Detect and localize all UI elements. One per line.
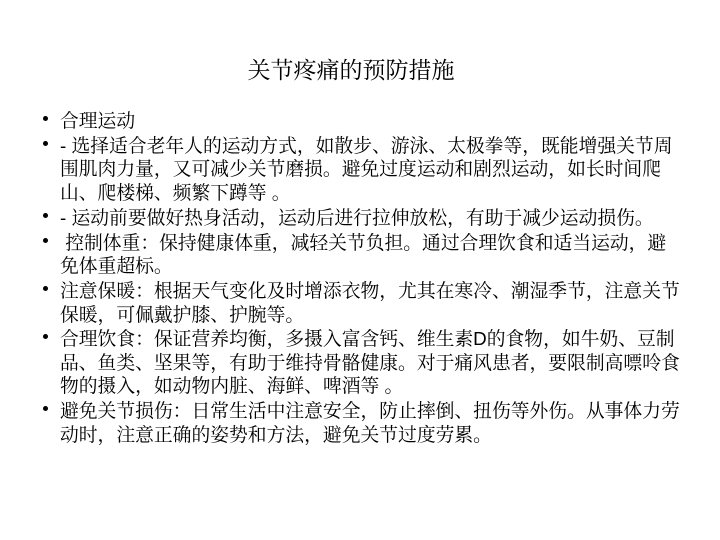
bullet-dot-icon <box>43 286 48 291</box>
bullet-text <box>60 206 710 230</box>
bullet-line: 保暖，可佩戴护膝、护腕等。 <box>60 303 305 325</box>
bullet-text <box>60 327 710 398</box>
bullet-item <box>0 399 712 446</box>
bullet-line: 山、爬楼梯、频繁下蹲等 。 <box>60 181 291 203</box>
bullet-item <box>0 109 712 133</box>
bullet-line: 避免关节损伤：日常生活中注意安全，防止摔倒、扭伤等外伤。从事体力劳 <box>60 400 680 422</box>
bullet-dot-icon <box>43 141 48 146</box>
bullet-line: 物的摄入，如动物内脏、海鲜、啤酒等 。 <box>60 375 404 397</box>
bullet-dot-icon <box>43 334 48 339</box>
bullet-line: 动时，注意正确的姿势和方法，避免关节过度劳累。 <box>60 423 492 445</box>
bullet-line: - 选择适合老年人的运动方式，如散步、游泳、太极拳等，既能增强关节周 <box>60 134 673 156</box>
bullet-line: 注意保暖：根据天气变化及时增添衣物，尤其在寒冷、潮湿季节，注意关节 <box>60 280 680 302</box>
bullet-dot-icon <box>43 213 48 218</box>
bullet-line: 品、鱼类、坚果等，有助于维持骨骼健康。对于痛风患者，要限制高嘌呤食 <box>60 351 680 373</box>
bullet-dot-icon <box>43 406 48 411</box>
bullet-item <box>0 327 712 398</box>
bullet-line: 围肌肉力量，又可减少关节磨损。避免过度运动和剧烈运动，如长时间爬 <box>60 158 661 180</box>
bullet-text <box>60 399 710 446</box>
bullet-line: 免体重超标。 <box>60 255 173 277</box>
bullet-item <box>0 231 712 278</box>
bullet-text <box>60 109 710 133</box>
bullet-text <box>60 279 710 326</box>
bullet-list <box>0 109 712 446</box>
bullet-line: 控制体重：保持健康体重，减轻关节负担。通过合理饮食和适当运动，避 <box>60 231 667 253</box>
bullet-line: - 运动前要做好热身活动，运动后进行拉伸放松，有助于减少运动损伤。 <box>60 206 654 228</box>
bullet-line: 合理饮食：保证营养均衡，多摄入富含钙、维生素D的食物，如牛奶、豆制 <box>60 328 675 350</box>
bullet-item <box>0 206 712 230</box>
bullet-item <box>0 134 712 205</box>
slide-title: 关节疼痛的预防措施 <box>247 57 455 83</box>
bullet-dot-icon <box>43 238 48 243</box>
bullet-item <box>0 279 712 326</box>
bullet-text <box>60 134 710 205</box>
bullet-line: 合理运动 <box>60 110 136 131</box>
bullet-dot-icon <box>43 116 48 121</box>
bullet-text <box>60 231 710 278</box>
